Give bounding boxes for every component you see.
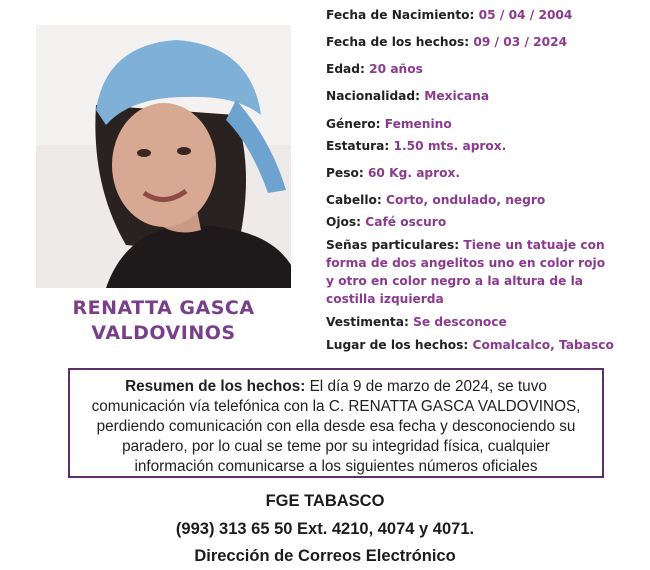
fact-nationality: Nacionalidad: Mexicana: [326, 89, 490, 103]
fact-gender: Género: Femenino: [326, 117, 452, 131]
fact-eyes: Ojos: Café oscuro: [326, 215, 447, 229]
fact-distinguishing-marks: Señas particulares: Tiene un tatuaje con forma de dos angelitos uno en color rojo y otro en color negro a la altura de la costilla izquierda: [326, 238, 606, 306]
footer-org: FGE TABASCO: [265, 492, 385, 510]
summary-text: El día 9 de marzo de 2024, se tuvo comunicación vía telefónica con la C. RENATTA GASCA VALDOVINOS, perdiendo comunicación con ella desde esa fecha y desconociendo su paradero, por lo cual se teme por su integridad física, cualquier información comunicarse a los siguientes números oficiales: [91, 378, 581, 475]
person-name-line2: VALDOVINOS: [91, 322, 236, 344]
footer-phones: (993) 313 65 50 Ext. 4210, 4074 y 4071.: [175, 520, 475, 538]
fact-hair: Cabello: Corto, ondulado, negro: [326, 193, 546, 207]
fact-birth-date: Fecha de Nacimiento: 05 / 04 / 2004: [326, 8, 573, 22]
fact-clothing: Vestimenta: Se desconoce: [326, 315, 507, 329]
fact-age: Edad: 20 años: [326, 62, 423, 76]
fact-weight: Peso: 60 Kg. aprox.: [326, 166, 461, 180]
footer-email-heading: Dirección de Correos Electrónico: [194, 547, 456, 565]
summary-box: [68, 368, 604, 478]
fact-event-location: Lugar de los hechos: Comalcalco, Tabasco: [326, 338, 614, 352]
person-name-line1: RENATTA GASCA: [72, 297, 255, 319]
fact-height: Estatura: 1.50 mts. aprox.: [326, 139, 507, 153]
person-photo: [36, 25, 291, 288]
fact-event-date: Fecha de los hechos: 09 / 03 / 2024: [326, 35, 568, 49]
summary-label: Resumen de los hechos:: [125, 378, 306, 395]
